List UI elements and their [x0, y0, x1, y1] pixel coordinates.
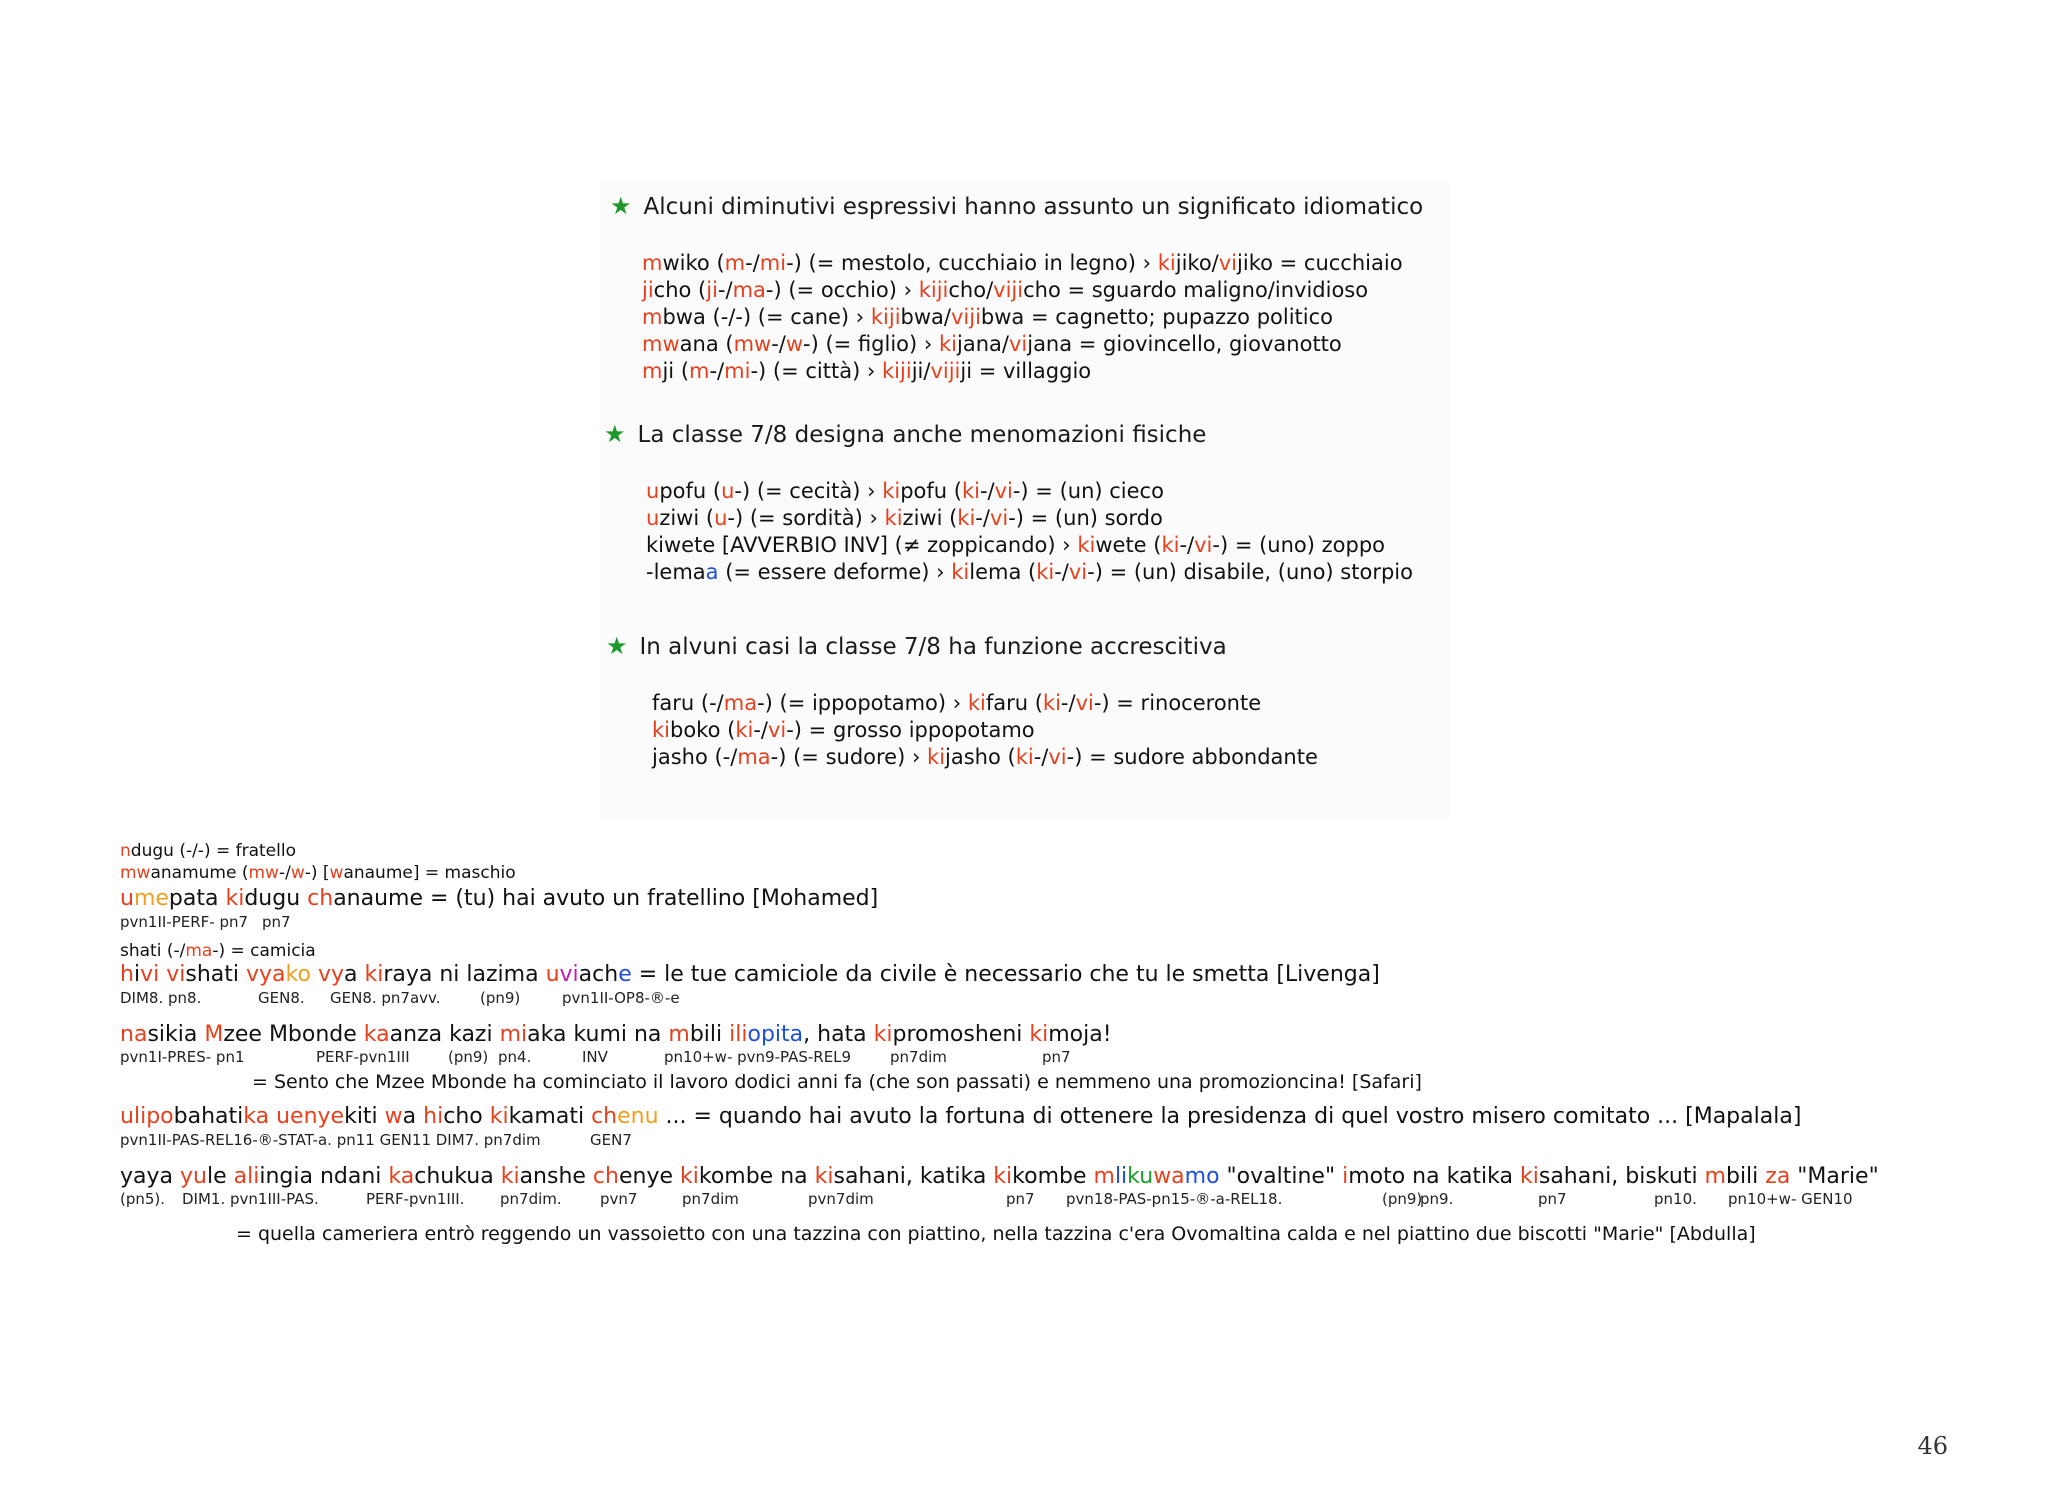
text-segment: vi — [1075, 691, 1094, 715]
text-segment: shati (-/ — [120, 941, 186, 961]
text-segment: na — [120, 1022, 148, 1047]
text-segment: -/ — [979, 479, 995, 503]
gloss-tag: pvn18-PAS-pn15-®-a-REL18. — [1066, 1190, 1283, 1208]
text-segment: iko = cucchiaio — [1242, 251, 1403, 275]
text-segment: vi — [767, 718, 787, 742]
section-2-examples — [646, 478, 1413, 586]
text-segment: vi — [559, 962, 579, 987]
text-segment: M — [204, 1022, 224, 1047]
text-segment: -/ — [278, 863, 291, 883]
text-segment: m — [642, 305, 663, 329]
text-segment: sahani, biskuti — [1538, 1164, 1705, 1189]
text-segment: kiwete [AVVERBIO INV] (≠ zoppicando) › — [646, 533, 1078, 557]
page-number: 46 — [1917, 1432, 1948, 1460]
text-segment: bahati — [173, 1104, 244, 1129]
text-segment: bwa = cagnetto; pupazzo politico — [980, 305, 1333, 329]
text-segment: anaume] = maschio — [343, 863, 516, 883]
text-segment: vi — [1218, 251, 1238, 275]
text-segment: j — [1027, 332, 1034, 356]
text-segment: -) (= ippopotamo) › — [757, 691, 968, 715]
text-segment: w — [329, 863, 344, 883]
text-segment: ji — [936, 278, 949, 302]
text-segment: enye — [290, 1104, 345, 1129]
text-segment: cho/ — [948, 278, 994, 302]
gloss-tag: PERF-pvn1III. — [366, 1190, 465, 1208]
text-segment: li — [1114, 1164, 1128, 1189]
text-segment: m — [724, 251, 746, 275]
text-segment: mi — [724, 359, 751, 383]
text-segment: a — [705, 560, 719, 584]
gloss-tag: DIM1. pvn1III-PAS. — [182, 1190, 319, 1208]
text-segment: ana ( — [679, 332, 734, 356]
text-segment: sahani, katika — [833, 1164, 994, 1189]
text-segment: ki — [814, 1164, 834, 1189]
text-segment: me — [133, 886, 169, 911]
text-segment: pofu ( — [659, 479, 722, 503]
text-segment: ch — [307, 886, 334, 911]
gloss-tag: pn7dim. — [500, 1190, 562, 1208]
text-segment: -) = sudore abbondante — [1066, 745, 1318, 769]
example-line — [646, 559, 1413, 586]
gloss-vocab-shati — [120, 941, 316, 962]
text-segment: kamati — [508, 1104, 592, 1129]
text-segment: u — [545, 962, 560, 987]
text-segment: -) (= occhio) › — [765, 278, 919, 302]
text-segment: moto na katika — [1348, 1164, 1520, 1189]
text-segment — [311, 962, 318, 987]
text-segment: -) = grosso ippopotamo — [786, 718, 1035, 742]
gloss-translation-3 — [252, 1070, 1422, 1094]
section-1-examples — [642, 250, 1403, 385]
text-segment: ka — [388, 1164, 415, 1189]
text-segment: enu — [617, 1104, 659, 1129]
text-segment: "Marie" — [1790, 1164, 1879, 1189]
text-segment: ingia — [259, 1164, 320, 1189]
gloss-tag: pn7dim — [890, 1048, 947, 1066]
gloss-tag: pvn7 — [600, 1190, 638, 1208]
text-segment: iko — [679, 251, 717, 275]
gloss-tag: pvn1II-OP8-®-e — [562, 989, 680, 1007]
text-segment: kombe — [1012, 1164, 1094, 1189]
text-segment: a — [343, 962, 365, 987]
text-segment: -) [ — [304, 863, 330, 883]
text-segment: -/ — [1033, 745, 1049, 769]
text-segment: vi — [166, 962, 186, 987]
text-segment: iko/ — [1181, 251, 1219, 275]
text-segment: pata — [168, 886, 226, 911]
example-line — [642, 250, 1403, 277]
text-segment: m — [668, 1022, 690, 1047]
text-segment: -) = (uno) zoppo — [1212, 533, 1386, 557]
text-segment: anamume ( — [150, 863, 249, 883]
gloss-tag: pn10. — [1654, 1190, 1697, 1208]
text-segment: w — [662, 251, 680, 275]
text-segment: jasho ( — [945, 745, 1016, 769]
text-segment: vi — [1068, 560, 1088, 584]
gloss-tag: pvn1I-PRES- pn1 — [120, 1048, 245, 1066]
gloss-sentence-5 — [120, 1164, 1879, 1190]
text-segment: m — [642, 359, 663, 383]
text-segment: vi — [1008, 332, 1028, 356]
text-segment: ji — [888, 305, 901, 329]
text-segment: -/ — [717, 278, 733, 302]
text-segment: yaya — [120, 1164, 180, 1189]
text-segment: mi — [499, 1022, 528, 1047]
text-segment: ki — [1161, 533, 1180, 557]
text-segment: ki — [882, 359, 901, 383]
text-segment: vi — [993, 278, 1012, 302]
gloss-tag: (pn5). — [120, 1190, 166, 1208]
text-segment: aka kumi na — [527, 1022, 669, 1047]
text-segment: vya — [245, 962, 286, 987]
text-segment: ji — [969, 305, 981, 329]
text-segment: ki — [918, 278, 937, 302]
gloss-vocab-mwanamume — [120, 863, 516, 884]
text-segment: ki — [735, 718, 754, 742]
gloss-tag: pvn7dim — [808, 1190, 874, 1208]
text-segment: ka — [363, 1022, 390, 1047]
text-segment: anaume = (tu) hai avuto un fratellino [Mohamed] — [333, 886, 879, 911]
text-segment: -/ — [753, 718, 768, 742]
text-segment: mw — [120, 863, 151, 883]
text-segment: -) (= sudore) › — [770, 745, 928, 769]
text-segment: u — [721, 479, 735, 503]
text-segment: -lema — [646, 560, 706, 584]
text-segment: -) (= città) › — [750, 359, 883, 383]
example-line — [646, 532, 1413, 559]
text-segment: ki — [1157, 251, 1176, 275]
gloss-tag: pvn1II-PERF- pn7 — [120, 913, 249, 931]
text-segment: ki — [364, 962, 384, 987]
star-icon: ★ — [604, 420, 626, 448]
gloss-translation-5 — [236, 1222, 1756, 1246]
text-segment: = quella cameriera entrò reggendo un vassoietto con una tazzina con piattino, nella tazzina c'era Ovomaltina calda e nel piattino due biscotti "Marie" [Abdulla] — [236, 1223, 1756, 1245]
text-segment: ma — [185, 941, 213, 961]
text-segment: -/ — [771, 332, 786, 356]
text-segment: li — [247, 1164, 260, 1189]
text-segment: ziwi ( — [659, 506, 715, 530]
text-segment: ch — [591, 1104, 618, 1129]
text-segment: jasho (-/ — [652, 745, 738, 769]
text-segment: zee Mbonde — [223, 1022, 364, 1047]
text-segment: ji — [706, 278, 718, 302]
text-segment: j — [956, 332, 963, 356]
text-segment: -) = camicia — [212, 941, 316, 961]
text-segment: ndani — [319, 1164, 389, 1189]
example-line — [642, 331, 1403, 358]
star-icon: ★ — [606, 632, 628, 660]
text-segment: u — [646, 479, 660, 503]
text-segment: ki — [967, 691, 986, 715]
text-segment: -) (= cecità) › — [734, 479, 883, 503]
gloss-tags-5 — [120, 1190, 1880, 1209]
text-segment: ma — [723, 691, 758, 715]
text-segment: i — [1342, 1164, 1349, 1189]
text-segment: ma — [737, 745, 771, 769]
text-segment: = le tue camiciole da civile è necessario che tu le smetta [Livenga] — [631, 962, 1380, 987]
text-segment: ana = giovincello, giovanotto — [1033, 332, 1342, 356]
text-segment: h — [120, 962, 134, 987]
gloss-sentence-4 — [120, 1104, 1801, 1130]
gloss-tag: pvn1II-PAS-REL16-®-STAT-a. pn11 GEN11 DIM7. pn7dim — [120, 1131, 541, 1149]
text-segment: le — [206, 1164, 234, 1189]
text-segment: ki — [882, 479, 901, 503]
text-segment: -/ — [1054, 560, 1069, 584]
gloss-tags-3 — [120, 1048, 1880, 1067]
gloss-tag: INV — [582, 1048, 608, 1066]
gloss-tag: pn7 — [1538, 1190, 1567, 1208]
text-segment: ki — [500, 1164, 520, 1189]
text-segment: ziwi ( — [902, 506, 958, 530]
text-segment: pofu ( — [900, 479, 962, 503]
text-segment: bili — [689, 1022, 730, 1047]
gloss-tag: PERF-pvn1III — [316, 1048, 410, 1066]
text-segment: ku — [1127, 1164, 1154, 1189]
text-segment: ki — [927, 745, 946, 769]
text-segment: dugu (-/-) = fratello — [130, 841, 296, 861]
text-segment: ko — [285, 962, 311, 987]
gloss-tags-2 — [120, 989, 1880, 1008]
text-segment: ki — [938, 332, 957, 356]
text-segment: lema ( — [969, 560, 1037, 584]
gloss-tag: GEN8. — [258, 989, 305, 1007]
text-segment: -/ — [709, 359, 725, 383]
text-segment: u — [120, 1104, 134, 1129]
gloss-tag: (pn9) — [1382, 1190, 1423, 1208]
gloss-tag: pn7 — [1042, 1048, 1071, 1066]
text-segment: vi — [930, 359, 949, 383]
text-segment: n — [120, 841, 131, 861]
gloss-tag: GEN7 — [590, 1131, 632, 1149]
gloss-tag: DIM8. pn8. — [120, 989, 202, 1007]
gloss-tags-1 — [120, 913, 1880, 932]
text-segment: promosheni — [892, 1022, 1030, 1047]
text-segment: a — [402, 1104, 424, 1129]
text-segment: ji — [642, 278, 654, 302]
text-segment: ki — [1077, 533, 1096, 557]
text-segment: ki — [951, 560, 970, 584]
gloss-sentence-3 — [120, 1022, 1112, 1048]
text-segment: ji/ — [911, 359, 931, 383]
text-segment: e — [618, 962, 632, 987]
text-segment: moja! — [1048, 1022, 1112, 1047]
text-segment: bili — [1725, 1164, 1766, 1189]
text-segment: ch — [592, 1164, 619, 1189]
text-segment: a — [233, 1164, 248, 1189]
text-segment: raya ni lazima — [383, 962, 546, 987]
text-segment: ki — [957, 506, 976, 530]
text-segment: m — [689, 359, 710, 383]
text-segment: ki — [1029, 1022, 1049, 1047]
text-segment: vi — [994, 479, 1013, 503]
text-segment: w — [290, 863, 305, 883]
text-segment: boko ( — [670, 718, 736, 742]
text-segment: -) = rinoceronte — [1093, 691, 1262, 715]
text-segment: cho ( — [653, 278, 707, 302]
text-segment: ji — [900, 359, 912, 383]
text-segment: kiti — [344, 1104, 385, 1129]
text-segment: , hata — [803, 1022, 874, 1047]
star-icon: ★ — [610, 192, 632, 220]
text-segment: vi — [1048, 745, 1067, 769]
text-segment: shati — [185, 962, 246, 987]
text-segment: li — [133, 1104, 147, 1129]
text-segment: ki — [1042, 691, 1061, 715]
section-1-heading: ★ Alcuni diminutivi espressivi hanno assunto un significato idiomatico — [610, 192, 1424, 220]
text-segment: = Sento che Mzee Mbonde ha cominciato il lavoro dodici anni fa (che son passati) e nemmeno una promozioncina! [Safari] — [252, 1071, 1422, 1093]
text-segment: u — [120, 886, 134, 911]
text-segment: ach — [578, 962, 619, 987]
gloss-vocab-ndugu — [120, 841, 296, 862]
text-segment: vi — [989, 506, 1009, 530]
section-2-heading: ★ La classe 7/8 designa anche menomazioni fisiche — [604, 420, 1207, 448]
text-segment: yu — [180, 1164, 207, 1189]
text-segment: -/ — [975, 506, 990, 530]
text-segment: ki — [870, 305, 889, 329]
text-segment: m — [1704, 1164, 1726, 1189]
text-segment: ana/ — [962, 332, 1009, 356]
text-segment: m — [642, 251, 663, 275]
text-segment: ji — [948, 359, 961, 383]
text-segment: m — [1093, 1164, 1115, 1189]
text-segment: w — [785, 332, 804, 356]
text-segment: -) = (un) sordo — [1008, 506, 1163, 530]
text-segment: ki — [884, 506, 903, 530]
text-segment: ki — [1015, 745, 1034, 769]
text-segment: ki — [873, 1022, 893, 1047]
text-segment: ki — [1520, 1164, 1539, 1189]
example-line — [652, 744, 1318, 771]
gloss-tag: GEN8. pn7avv. — [330, 989, 441, 1007]
text-segment: j — [1237, 251, 1243, 275]
text-segment: ( — [716, 251, 725, 275]
text-segment: bwa/ — [900, 305, 951, 329]
text-segment: mw — [733, 332, 772, 356]
text-segment: hi — [423, 1104, 444, 1129]
example-line — [646, 505, 1413, 532]
gloss-tag: pn10+w- GEN10 — [1728, 1190, 1853, 1208]
text-segment: kombe na — [698, 1164, 815, 1189]
text-segment: faru (-/ — [652, 691, 724, 715]
text-segment: w — [384, 1104, 403, 1129]
example-line — [642, 304, 1403, 331]
text-segment: -/ — [745, 251, 760, 275]
text-segment: po — [146, 1104, 174, 1129]
gloss-tag: pn7 — [262, 913, 291, 931]
example-line — [642, 358, 1403, 385]
gloss-tag: pn10+w- pvn9-PAS-REL9 — [664, 1048, 852, 1066]
text-segment: -) = (un) disabile, (uno) storpio — [1087, 560, 1413, 584]
text-segment: vi — [1194, 533, 1213, 557]
text-segment: ki — [680, 1164, 699, 1189]
example-line — [642, 277, 1403, 304]
section-3-heading: ★ In alvuni casi la classe 7/8 ha funzione accrescitiva — [606, 632, 1227, 660]
text-segment: mw — [642, 332, 680, 356]
text-segment: -/ — [1060, 691, 1076, 715]
gloss-sentence-1 — [120, 886, 878, 912]
text-segment: mw — [248, 863, 279, 883]
text-segment: wete ( — [1095, 533, 1162, 557]
text-segment: cho — [443, 1104, 490, 1129]
text-segment: vy — [317, 962, 344, 987]
text-segment: ji = villaggio — [960, 359, 1092, 383]
text-segment: vi — [140, 962, 160, 987]
text-segment: -) (= sordità) › — [727, 506, 885, 530]
text-segment: ki — [652, 718, 670, 742]
text-segment: faru ( — [985, 691, 1043, 715]
text-segment: ki — [993, 1164, 1013, 1189]
text-segment: ma — [732, 278, 766, 302]
gloss-sentence-2 — [120, 962, 1380, 988]
text-segment: -) (= figlio) › — [803, 332, 939, 356]
text-segment: wa — [1153, 1164, 1185, 1189]
text-segment: ji — [1011, 278, 1024, 302]
gloss-tag: pn7dim — [682, 1190, 739, 1208]
text-segment: anshe — [519, 1164, 593, 1189]
gloss-tag: pn7 — [1006, 1190, 1035, 1208]
text-segment: cho = sguardo maligno/invidioso — [1023, 278, 1369, 302]
example-line — [646, 478, 1413, 505]
text-segment: u — [646, 506, 660, 530]
text-segment: u — [276, 1104, 291, 1129]
text-segment: mo — [1184, 1164, 1220, 1189]
text-segment: -) = (un) cieco — [1012, 479, 1164, 503]
text-segment: enye — [618, 1164, 680, 1189]
gloss-tag: (pn9) — [448, 1048, 489, 1066]
gloss-tags-4 — [120, 1131, 1880, 1150]
text-segment: anza kazi — [389, 1022, 500, 1047]
text-segment: za — [1765, 1164, 1791, 1189]
text-segment: ki — [961, 479, 980, 503]
text-segment: opita — [747, 1022, 804, 1047]
text-segment: mi — [759, 251, 787, 275]
text-segment: ka — [243, 1104, 270, 1129]
gloss-tag: pn4. — [498, 1048, 532, 1066]
text-segment: ki — [489, 1104, 509, 1129]
text-segment: ... = quando hai avuto la fortuna di ottenere la presidenza di quel vostro misero comitato ... [Mapalala] — [658, 1104, 1802, 1129]
gloss-tag: (pn9) — [480, 989, 521, 1007]
example-line — [652, 717, 1318, 744]
text-segment: vi — [950, 305, 970, 329]
text-segment: -) (= mestolo, cucchiaio in legno) › — [786, 251, 1158, 275]
text-segment: dugu — [244, 886, 308, 911]
text-segment: u — [714, 506, 728, 530]
text-segment: ji ( — [662, 359, 690, 383]
text-segment: bwa (-/-) (= cane) › — [662, 305, 871, 329]
text-segment: ki — [225, 886, 245, 911]
text-segment: ki — [1036, 560, 1055, 584]
text-segment: sikia — [147, 1022, 205, 1047]
text-segment: j — [1175, 251, 1182, 275]
example-line — [652, 690, 1318, 717]
text-segment: ili — [729, 1022, 748, 1047]
text-segment: -/ — [1179, 533, 1195, 557]
text-segment: "ovaltine" — [1219, 1164, 1343, 1189]
section-3-examples — [652, 690, 1318, 771]
text-segment: i — [133, 962, 141, 987]
text-segment: (= essere deforme) › — [718, 560, 952, 584]
gloss-tag: pn9. — [1420, 1190, 1454, 1208]
text-segment: chukua — [414, 1164, 501, 1189]
